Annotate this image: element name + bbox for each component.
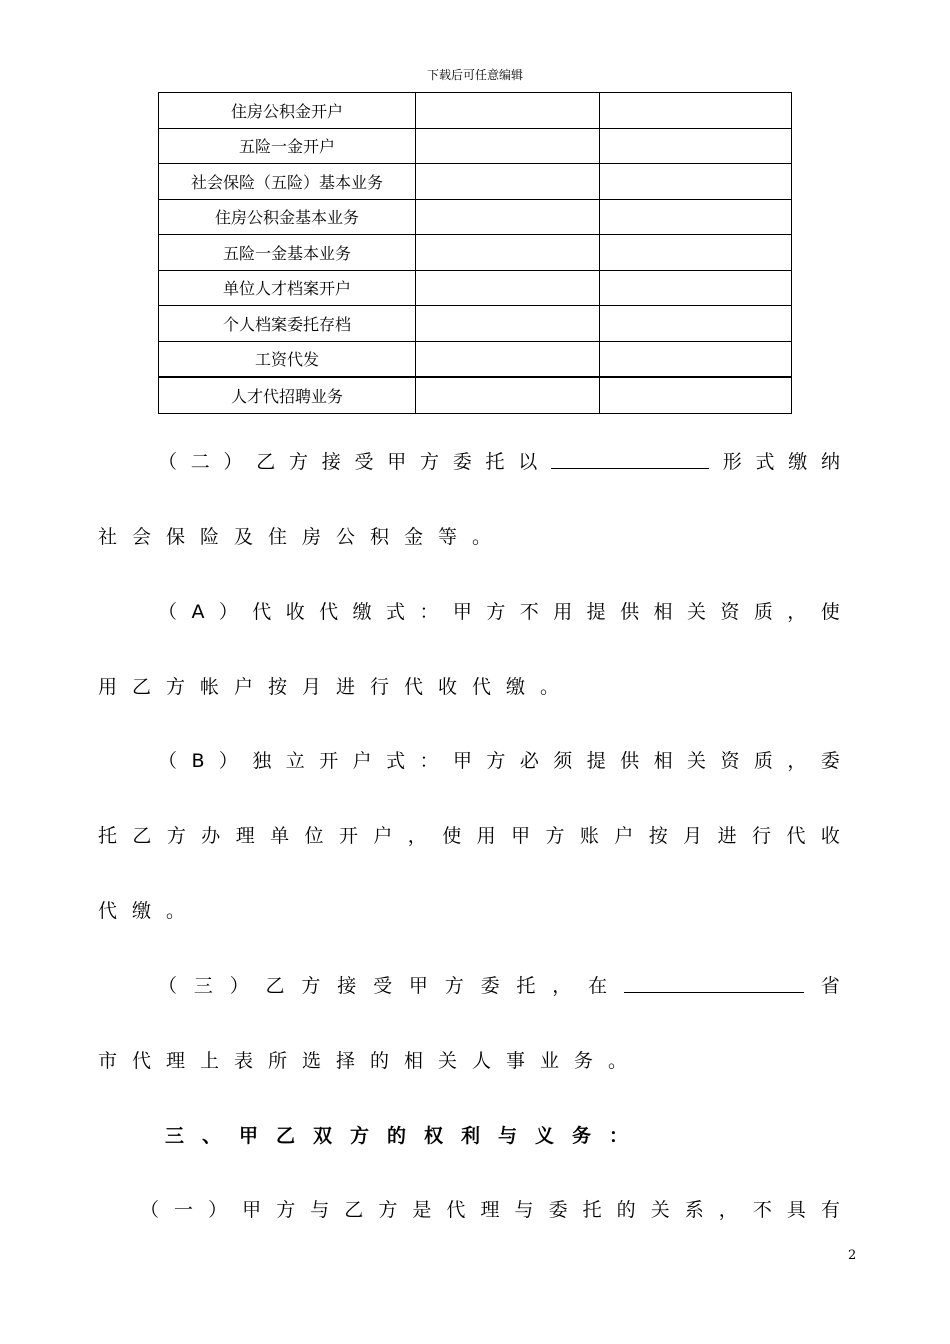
- char: 甲: [408, 975, 428, 997]
- char: 代: [786, 825, 806, 847]
- char: 委: [548, 1199, 568, 1221]
- char: 关: [650, 1199, 670, 1221]
- page-number: 2: [848, 1248, 857, 1263]
- empty-cell[interactable]: [600, 128, 792, 164]
- char: 方: [444, 975, 464, 997]
- char: 关: [686, 601, 706, 623]
- empty-cell[interactable]: [416, 235, 600, 271]
- char: 一: [174, 1199, 194, 1221]
- char: 按: [648, 825, 668, 847]
- char: 用: [553, 601, 573, 623]
- char: 立: [285, 750, 305, 772]
- char: 方: [289, 451, 309, 473]
- para-a-line-1: [158, 597, 840, 627]
- char: ：: [419, 601, 439, 623]
- char: 月: [683, 825, 703, 847]
- section-title-text: 三、甲乙双方的权利与义务：: [165, 1125, 647, 1147]
- char: 受: [354, 451, 374, 473]
- char: 开: [338, 825, 358, 847]
- para-3-line-2: [98, 1046, 840, 1076]
- service-table: [158, 92, 792, 414]
- char: （: [158, 975, 178, 997]
- service-name-cell: 住房公积金开户: [159, 93, 416, 129]
- char: 必: [519, 750, 539, 772]
- empty-cell[interactable]: [600, 306, 792, 342]
- para-a-text: 用乙方帐户按月进行代收代缴。: [98, 676, 575, 698]
- char: 关: [687, 750, 707, 772]
- char: 户: [352, 750, 372, 772]
- service-name-cell: 工资代发: [159, 341, 416, 377]
- empty-cell[interactable]: [416, 164, 600, 200]
- para-3-line-1: [158, 971, 840, 1001]
- table-row: [159, 235, 792, 271]
- table-row: [159, 128, 792, 164]
- char: 使: [820, 601, 840, 623]
- empty-cell[interactable]: [600, 377, 792, 413]
- char: 受: [373, 975, 393, 997]
- empty-cell[interactable]: [416, 93, 600, 129]
- char: 甲: [452, 601, 472, 623]
- char: 方: [545, 825, 565, 847]
- char: 须: [553, 750, 573, 772]
- char: 托: [516, 975, 536, 997]
- char: 委: [820, 750, 840, 772]
- char: 以: [518, 451, 538, 473]
- empty-cell[interactable]: [416, 199, 600, 235]
- char: 委: [480, 975, 500, 997]
- section-3-line-1: [140, 1195, 840, 1225]
- char: 户: [614, 825, 634, 847]
- char: 理: [480, 1199, 500, 1221]
- empty-cell[interactable]: [416, 306, 600, 342]
- char: 质: [753, 601, 773, 623]
- char: （: [158, 750, 178, 772]
- char: 甲: [511, 825, 531, 847]
- service-name-cell: 五险一金开户: [159, 128, 416, 164]
- table-row: [159, 306, 792, 342]
- empty-cell[interactable]: [600, 93, 792, 129]
- char: 乙: [344, 1199, 364, 1221]
- char: 方: [486, 601, 506, 623]
- char: 有: [820, 1199, 840, 1221]
- para-b-line-1: [158, 746, 840, 776]
- para-3-text: 市代理上表所选择的相关人事业务。: [98, 1050, 643, 1072]
- char: （: [158, 451, 178, 473]
- char: 缴: [788, 451, 808, 473]
- char: 账: [579, 825, 599, 847]
- char: 与: [514, 1199, 534, 1221]
- char: 甲: [242, 1199, 262, 1221]
- char: 托: [485, 451, 505, 473]
- char: 理: [235, 825, 255, 847]
- char: 三: [193, 975, 213, 997]
- empty-cell[interactable]: [416, 270, 600, 306]
- char: 缴: [352, 601, 372, 623]
- char: 方: [420, 451, 440, 473]
- char: ，: [407, 825, 427, 847]
- char: 资: [720, 601, 740, 623]
- char: 位: [304, 825, 324, 847]
- char: 与: [310, 1199, 330, 1221]
- char: 省: [820, 975, 840, 997]
- char: 接: [337, 975, 357, 997]
- char: 户: [373, 825, 393, 847]
- char: ）: [218, 601, 238, 623]
- char: 甲: [452, 750, 472, 772]
- service-name-cell: 社会保险（五险）基本业务: [159, 164, 416, 200]
- service-name-cell: 住房公积金基本业务: [159, 199, 416, 235]
- char: ：: [419, 750, 439, 772]
- char: 提: [586, 750, 606, 772]
- table-row: [159, 341, 792, 377]
- table-row: [159, 199, 792, 235]
- char: ，: [787, 601, 807, 623]
- para-2-line-1: [158, 447, 840, 477]
- char: 代: [252, 601, 272, 623]
- char: 进: [717, 825, 737, 847]
- empty-cell[interactable]: [600, 199, 792, 235]
- service-name-cell: 五险一金基本业务: [159, 235, 416, 271]
- empty-cell[interactable]: [416, 341, 600, 377]
- char: 不: [752, 1199, 772, 1221]
- char: 纳: [820, 451, 840, 473]
- char: 相: [653, 601, 673, 623]
- char: ）: [218, 750, 238, 772]
- para-2-line-2: [98, 522, 840, 552]
- char: 质: [753, 750, 773, 772]
- char: ，: [552, 975, 572, 997]
- section-3-title: [165, 1121, 647, 1151]
- char: ）: [229, 975, 249, 997]
- empty-cell[interactable]: [600, 164, 792, 200]
- char: 托: [98, 825, 118, 847]
- char: 甲: [387, 451, 407, 473]
- char: 式: [755, 451, 775, 473]
- service-name-cell: 单位人才档案开户: [159, 270, 416, 306]
- char: 是: [412, 1199, 432, 1221]
- fill-in-blank[interactable]: [551, 468, 709, 469]
- char: 式: [386, 750, 406, 772]
- char: 乙: [132, 825, 152, 847]
- char: 提: [586, 601, 606, 623]
- char: 独: [252, 750, 272, 772]
- char: 接: [321, 451, 341, 473]
- char: 收: [285, 601, 305, 623]
- char: 乙: [256, 451, 276, 473]
- empty-cell[interactable]: [416, 128, 600, 164]
- table-row: [159, 164, 792, 200]
- char: 供: [620, 750, 640, 772]
- char: 办: [201, 825, 221, 847]
- char: 具: [786, 1199, 806, 1221]
- char: （: [158, 601, 178, 623]
- char: 代: [446, 1199, 466, 1221]
- char: 的: [616, 1199, 636, 1221]
- char: （: [140, 1199, 160, 1221]
- char: 在: [588, 975, 608, 997]
- char: 用: [476, 825, 496, 847]
- char: 方: [276, 1199, 296, 1221]
- para-2-text: 社会保险及住房公积金等。: [98, 526, 507, 548]
- char: 开: [319, 750, 339, 772]
- char: 使: [442, 825, 462, 847]
- empty-cell[interactable]: [416, 377, 600, 413]
- char: 系: [684, 1199, 704, 1221]
- para-b-line-3: [98, 896, 840, 926]
- char: 托: [582, 1199, 602, 1221]
- empty-cell[interactable]: [600, 235, 792, 271]
- char: ）: [223, 451, 243, 473]
- table-row: [159, 377, 792, 413]
- page-header: 下载后可任意编辑: [426, 68, 523, 82]
- char: 代: [319, 601, 339, 623]
- char: 供: [620, 601, 640, 623]
- char: 收: [820, 825, 840, 847]
- char: ，: [787, 750, 807, 772]
- fill-in-blank[interactable]: [624, 992, 804, 993]
- empty-cell[interactable]: [600, 270, 792, 306]
- empty-cell[interactable]: [600, 341, 792, 377]
- para-b-text: 代缴。: [98, 900, 201, 922]
- service-name-cell: 个人档案委托存档: [159, 306, 416, 342]
- char: 形: [722, 451, 742, 473]
- char: 方: [301, 975, 321, 997]
- char: 二: [190, 451, 210, 473]
- char: 式: [386, 601, 406, 623]
- char: 方: [166, 825, 186, 847]
- char: B: [191, 750, 205, 772]
- char: 委: [452, 451, 472, 473]
- table-row: [159, 270, 792, 306]
- char: 相: [653, 750, 673, 772]
- char: 单: [270, 825, 290, 847]
- char: 不: [519, 601, 539, 623]
- char: 乙: [265, 975, 285, 997]
- char: 方: [378, 1199, 398, 1221]
- char: 行: [752, 825, 772, 847]
- service-name-cell: 人才代招聘业务: [159, 377, 416, 413]
- para-b-line-2: [98, 821, 840, 851]
- char: ）: [208, 1199, 228, 1221]
- char: ，: [718, 1199, 738, 1221]
- char: 资: [720, 750, 740, 772]
- char: 方: [486, 750, 506, 772]
- table-row: [159, 93, 792, 129]
- para-a-line-2: [98, 672, 840, 702]
- char: A: [191, 601, 205, 623]
